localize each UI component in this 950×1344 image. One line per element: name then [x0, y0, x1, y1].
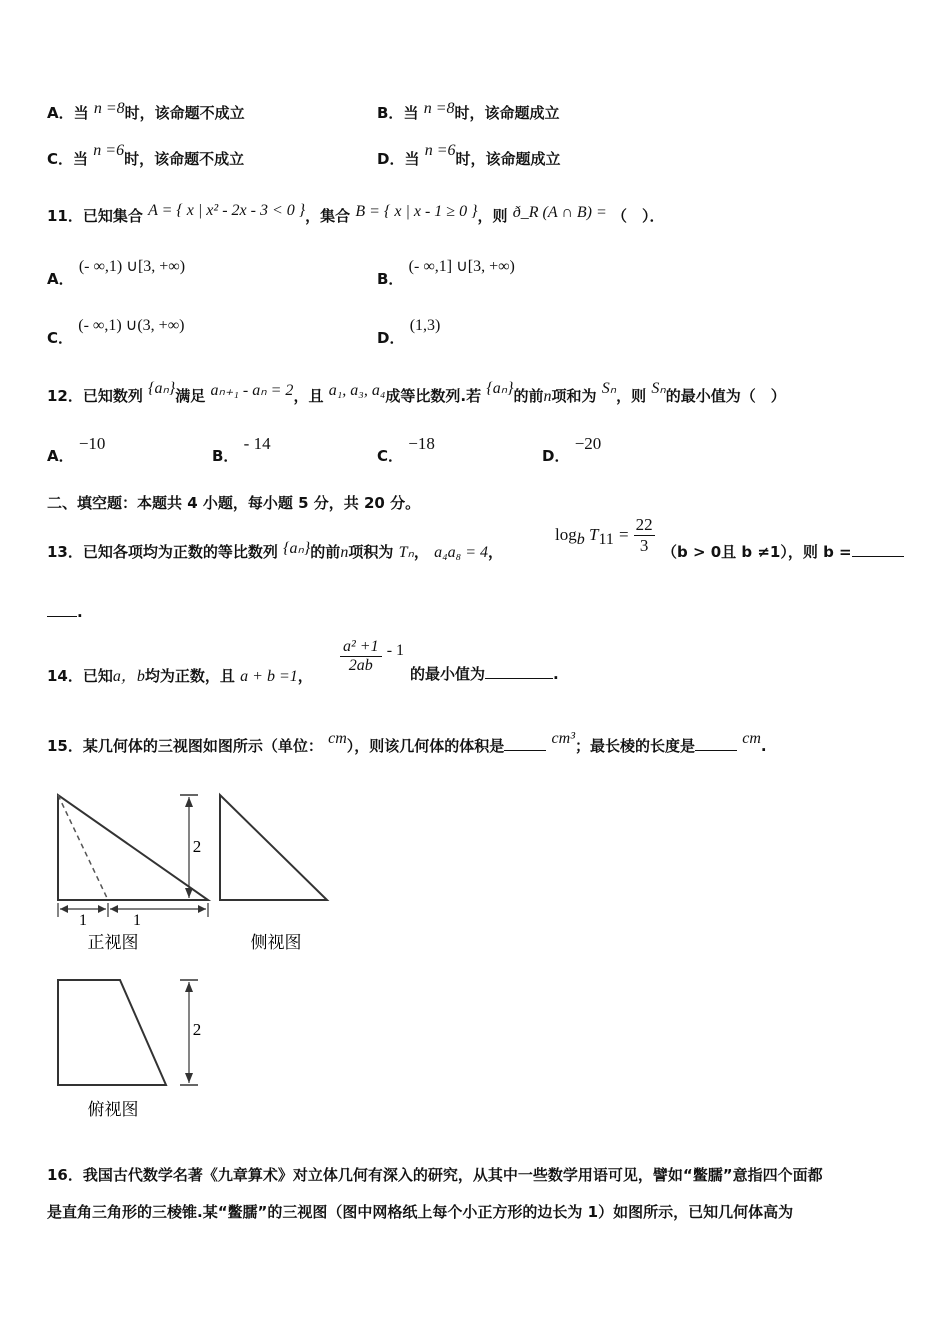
q11-option-c: C． (- ∞,1) ∪(3, +∞): [47, 317, 185, 347]
q16-line2: 是直角三角形的三棱锥.某“鳖臑”的三视图（图中网格纸上每个小正方形的边长为 1）如图所示，已知几何体高为: [47, 1203, 794, 1221]
q14-fraction: $\frac{\text{a² +1}}{2ab}$ - 1: [340, 638, 404, 675]
front-view: [58, 795, 208, 929]
q15-stem: 15．某几何体的三视图如图所示（单位： cm），则该几何体的体积是 cm³；最长棱的长度是 cm.: [47, 730, 767, 755]
q13-condition: （b > 0且 b ≠1），则 b =: [662, 541, 904, 562]
q16-line1: 16．我国古代数学名著《九章算术》对立体几何有深入的研究，从其中一些数学用语可见，譬如“鳖臑”意指四个面都: [47, 1166, 823, 1184]
dim-base-left: 1: [79, 912, 87, 929]
three-view-figure: [40, 785, 340, 1125]
q11-option-a: A． (- ∞,1) ∪[3, +∞): [47, 258, 186, 288]
top-height-dimension: [180, 980, 201, 1085]
top-view: [58, 980, 166, 1085]
q14-tail: 的最小值为 .: [410, 665, 559, 683]
q10-option-c: C．当 n =6时，该命题不成立: [47, 142, 245, 168]
q14-stem: 14．已知a，b均为正数，且 a + b =1，: [47, 667, 313, 685]
q11-stem: 11．已知集合 A = { x | x² - 2x - 3 < 0 }，集合 B = { x | x - 1 ≥ 0 }，则 ð_R (A ∩ B) = （ ）．: [47, 202, 665, 225]
side-view-label: 侧视图: [250, 933, 302, 953]
q12-option-d: D． −20: [542, 434, 602, 465]
q12-option-a: A． −10: [47, 434, 106, 465]
q11-option-b: B． (- ∞,1] ∪[3, +∞): [377, 258, 515, 288]
q12-option-c: C． −18: [377, 434, 435, 465]
q10-option-a: A．当 n =8时，该命题不成立: [47, 100, 245, 122]
q12-option-b: B． - 14: [212, 434, 271, 465]
q13-continuation: .: [47, 602, 83, 621]
section-heading: 二、填空题：本题共 4 小题，每小题 5 分，共 20 分。: [47, 494, 421, 512]
dim-height-top: 2: [192, 1020, 202, 1039]
dim-base-right: 1: [133, 912, 141, 929]
q10-option-b: B．当 n =8时，该命题成立: [377, 100, 560, 122]
q13-answer-blank[interactable]: [852, 542, 904, 557]
side-view: [220, 795, 327, 900]
q13-stem: 13．已知各项均为正数的等比数列 {aₙ}的前n项积为 Tₙ， a₄a₈ = 4，: [47, 540, 504, 561]
q15-volume-blank[interactable]: [504, 736, 546, 751]
top-view-label: 俯视图: [87, 1100, 139, 1120]
q13-log-expression: $\log_b T_{11}$ = $\frac{22}{3}$: [555, 515, 653, 555]
q12-stem: 12．已知数列 {aₙ}满足 aₙ₊₁ - aₙ = 2，且 a₁, a₃, a₄成等比数列.若 {aₙ}的前n项和为 Sₙ，则 Sₙ的最小值为（ ）: [47, 380, 786, 405]
q11-option-d: D． (1,3): [377, 317, 441, 347]
q15-edge-blank[interactable]: [695, 736, 737, 751]
front-view-label: 正视图: [87, 933, 139, 953]
q10-option-d: D．当 n =6时，该命题成立: [377, 142, 561, 168]
q14-answer-blank[interactable]: [485, 664, 553, 679]
front-height-dimension: [180, 795, 201, 900]
q13-answer-blank-cont[interactable]: [47, 602, 77, 617]
dim-height-front: 2: [192, 837, 202, 856]
